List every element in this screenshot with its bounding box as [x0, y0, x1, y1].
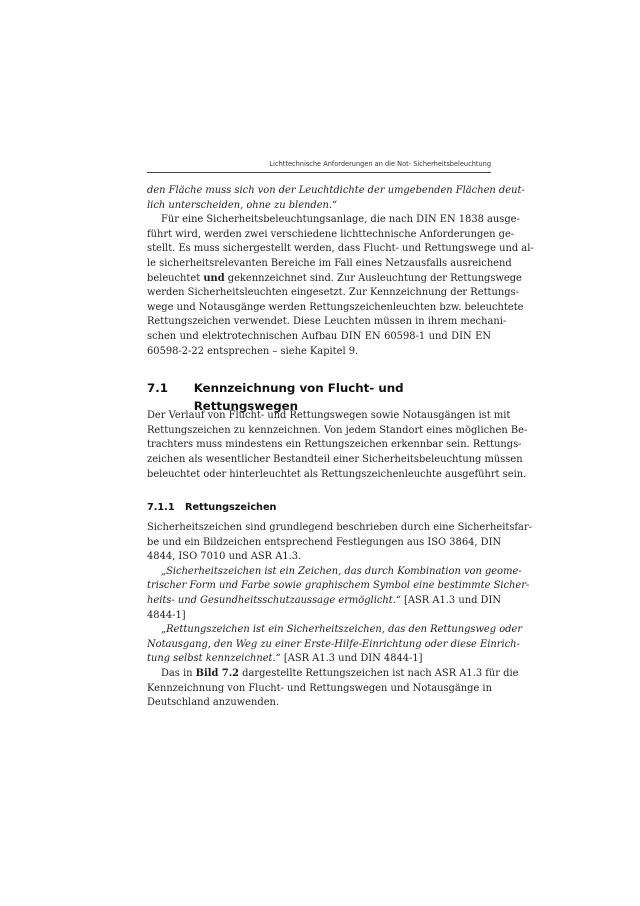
text-line: stellt. Es muss sichergestellt werden, dass Flucht- und Rettungswege und al-: [147, 243, 534, 255]
text-line: lich unterscheiden, ohne zu blenden.“: [147, 199, 338, 211]
text-line: Für eine Sicherheitsbeleuchtungsanlage, die nach DIN EN 1838 ausge-: [161, 214, 520, 226]
text-line: den Fläche muss sich von der Leuchtdichte der umgebenden Flächen deut-: [147, 185, 525, 196]
text-line: 4844-1]: [147, 609, 186, 621]
citation: [ASR A1.3 und DIN 4844-1]: [280, 653, 423, 665]
paragraph-quote-end: [147, 184, 525, 213]
section-heading: [147, 379, 491, 414]
text-line: zeichen als wesentlicher Bestandteil einer Sicherheitsbeleuchtung müssen: [147, 453, 523, 465]
section-title: Kennzeichnung von Flucht- und Rettungswegen: [193, 381, 404, 414]
section-number: 7.1: [147, 381, 168, 396]
text-line: trachters muss mindestens ein Rettungszeichen erkennbar sein. Rettungs-: [147, 439, 522, 451]
text-run: beleuchtet: [147, 272, 204, 284]
text-line: 60598-2-22 entsprechen – siehe Kapitel 9.: [147, 345, 359, 357]
text-line: Rettungszeichen verwendet. Diese Leuchten müssen in ihrem mechani-: [147, 316, 507, 328]
subsection-heading: [147, 500, 491, 516]
paragraph-figure-reference: [147, 667, 519, 711]
running-head: Lichttechnische Anforderungen an die Not- Sicherheitsbeleuchtung: [269, 160, 491, 168]
subsection-number: 7.1.1: [147, 502, 175, 514]
text-line: Sicherheitszeichen sind grundlegend beschrieben durch eine Sicherheitsfar-: [147, 522, 532, 534]
paragraph-safety-signs: [147, 521, 532, 565]
text-line: 4844, ISO 7010 und ASR A1.3.: [147, 551, 302, 563]
header-rule: [147, 172, 491, 173]
text-line: [147, 667, 519, 682]
text-line: Notausgang, den Weg zu einer Erste-Hilfe-Einrichtung oder diese Einrich-: [147, 638, 520, 650]
text-line: „Sicherheitszeichen ist ein Zeichen, das durch Kombination von geome-: [161, 565, 522, 577]
paragraph-marking: [147, 409, 528, 482]
text-line: Kennzeichnung von Flucht- und Rettungswegen und Notausgänge in: [147, 682, 492, 694]
text-line: beleuchtet oder hinterleuchtet als Rettungszeichenleuchte ausgeführt sein.: [147, 468, 527, 480]
text-line: Der Verlauf von Flucht- und Rettungswegen sowie Notausgängen ist mit: [147, 410, 511, 422]
quote-safety-sign-definition: [147, 565, 530, 623]
text-line: schen und elektrotechnischen Aufbau DIN EN 60598-1 und DIN EN: [147, 330, 491, 342]
subsection-title: Rettungszeichen: [185, 502, 277, 514]
bold-text: und: [203, 272, 225, 284]
text-line: le sicherheitsrelevanten Bereiche im Fall eines Netzausfalls ausreichend: [147, 257, 512, 269]
text-line: [147, 272, 522, 287]
citation: [ASR A1.3 und DIN: [400, 595, 501, 607]
page-body: [147, 184, 534, 711]
paragraph-safety-lighting: [147, 213, 534, 359]
text-line: trischer Form und Farbe sowie graphischem Symbol eine bestimmte Sicher-: [147, 580, 530, 592]
text-line: werden Sicherheitsleuchten eingesetzt. Zur Kennzeichnung der Rettungs-: [147, 287, 519, 299]
figure-reference: Bild 7.2: [195, 668, 240, 680]
text-line: wege und Notausgänge werden Rettungszeichenleuchten bzw. beleuchtete: [147, 301, 524, 313]
text-line: Deutschland anzuwenden.: [147, 697, 280, 709]
text-run: Das in: [161, 668, 196, 680]
text-run: gekennzeichnet sind. Zur Ausleuchtung der Rettungswege: [224, 272, 522, 284]
text-line: führt wird, werden zwei verschiedene lichttechnische Anforderungen ge-: [147, 228, 515, 240]
text-line: be und ein Bildzeichen entsprechend Festlegungen aus ISO 3864, DIN: [147, 536, 502, 548]
italic-text: heits- und Gesundheitsschutzaussage ermöglicht.“: [147, 595, 401, 607]
italic-text: tung selbst kennzeichnet.“: [147, 653, 281, 665]
text-line: [147, 652, 491, 667]
text-line: „Rettungszeichen ist ein Sicherheitszeichen, das den Rettungsweg oder: [161, 624, 523, 636]
text-line: Rettungszeichen zu kennzeichnen. Von jedem Standort eines möglichen Be-: [147, 424, 528, 436]
text-run: dargestellte Rettungszeichen ist nach ASR A1.3 für die: [239, 668, 519, 680]
quote-rescue-sign-definition: [147, 623, 523, 667]
text-line: [147, 594, 501, 609]
